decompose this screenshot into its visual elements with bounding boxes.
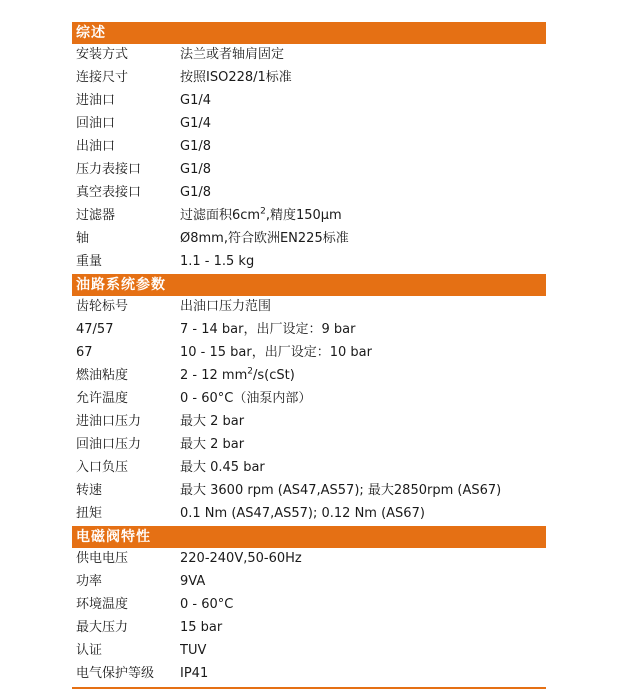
spec-row <box>72 663 546 686</box>
spec-value <box>180 205 546 227</box>
spec-row <box>72 457 546 480</box>
spec-value: 7 - 14 bar，出厂设定：9 bar <box>180 322 356 337</box>
spec-label: 回油口压力 <box>76 437 142 452</box>
spec-value: G1/4 <box>180 116 211 131</box>
spec-value-superscript: 2 <box>247 366 253 377</box>
spec-value: 最大 0.45 bar <box>180 460 265 475</box>
spec-value-superscript: 2 <box>260 206 266 217</box>
spec-row <box>72 434 546 457</box>
spec-row <box>72 159 546 182</box>
spec-value: 法兰或者轴肩固定 <box>180 47 285 62</box>
spec-value: 10 - 15 bar，出厂设定：10 bar <box>180 345 372 360</box>
spec-value-text: /s(cSt) <box>252 368 295 383</box>
spec-row <box>72 296 546 319</box>
spec-label: 真空表接口 <box>76 185 142 200</box>
spec-value: G1/8 <box>180 162 211 177</box>
spec-label: 转速 <box>76 483 103 498</box>
spec-label: 进油口 <box>76 93 116 108</box>
spec-label: 安装方式 <box>76 47 129 62</box>
spec-row <box>72 342 546 365</box>
spec-row <box>72 594 546 617</box>
spec-value: 0 - 60°C（油泵内部） <box>180 391 312 406</box>
spec-row <box>72 90 546 113</box>
spec-value: G1/4 <box>180 93 211 108</box>
spec-label: 环境温度 <box>76 597 129 612</box>
spec-label: 连接尺寸 <box>76 70 129 85</box>
spec-row <box>72 571 546 594</box>
spec-value: 220-240V,50-60Hz <box>180 551 302 566</box>
spec-label: 过滤器 <box>76 208 116 223</box>
spec-label: 47/57 <box>76 322 114 337</box>
spec-value: 最大 2 bar <box>180 414 245 429</box>
spec-label: 最大压力 <box>76 620 129 635</box>
spec-row <box>72 44 546 67</box>
spec-value: G1/8 <box>180 185 211 200</box>
spec-label: 电气保护等级 <box>76 666 155 681</box>
spec-value: 最大 3600 rpm (AS47,AS57); 最大2850rpm (AS67) <box>180 483 502 498</box>
spec-label: 允许温度 <box>76 391 129 406</box>
spec-sections <box>72 22 546 686</box>
spec-value <box>180 365 546 387</box>
spec-label: 供电电压 <box>76 551 129 566</box>
spec-value: 0 - 60°C <box>180 597 234 612</box>
spec-row <box>72 548 546 571</box>
spec-label: 回油口 <box>76 116 116 131</box>
spec-row <box>72 113 546 136</box>
spec-row <box>72 503 546 526</box>
spec-value: 1.1 - 1.5 kg <box>180 254 255 269</box>
spec-label: 燃油粘度 <box>76 368 129 383</box>
spec-value: 0.1 Nm (AS47,AS57); 0.12 Nm (AS67) <box>180 506 425 521</box>
spec-value: IP41 <box>180 666 209 681</box>
spec-row <box>72 411 546 434</box>
spec-value: 最大 2 bar <box>180 437 245 452</box>
spec-value: Ø8mm,符合欧洲EN225标准 <box>180 231 349 246</box>
spec-row <box>72 617 546 640</box>
spec-label: 功率 <box>76 574 103 589</box>
spec-label: 入口负压 <box>76 460 129 475</box>
spec-row <box>72 136 546 159</box>
section-header: 综述 <box>72 22 546 44</box>
spec-value: 按照ISO228/1标准 <box>180 70 292 85</box>
spec-row <box>72 640 546 663</box>
spec-label: 认证 <box>76 643 103 658</box>
section-header: 电磁阀特性 <box>72 526 546 548</box>
spec-table <box>72 22 546 689</box>
spec-value: 9VA <box>180 574 206 589</box>
spec-row <box>72 205 546 228</box>
spec-row <box>72 480 546 503</box>
spec-row <box>72 388 546 411</box>
spec-row <box>72 67 546 90</box>
spec-value: TUV <box>180 643 207 658</box>
spec-value-text: ,精度150µm <box>265 208 342 223</box>
spec-value-text: 2 - 12 mm <box>180 368 248 383</box>
spec-row <box>72 182 546 205</box>
spec-label: 67 <box>76 345 93 360</box>
spec-row <box>72 319 546 342</box>
spec-label: 出油口 <box>76 139 116 154</box>
section-header: 油路系统参数 <box>72 274 546 296</box>
spec-value-text: 过滤面积6cm <box>180 208 261 223</box>
spec-row <box>72 365 546 388</box>
spec-value: G1/8 <box>180 139 211 154</box>
spec-row <box>72 228 546 251</box>
spec-label: 齿轮标号 <box>76 299 129 314</box>
spec-label: 轴 <box>76 231 90 246</box>
spec-value: 出油口压力范围 <box>180 299 272 314</box>
spec-label: 重量 <box>76 254 103 269</box>
spec-row <box>72 251 546 274</box>
spec-value: 15 bar <box>180 620 223 635</box>
spec-label: 压力表接口 <box>76 162 142 177</box>
spec-label: 扭矩 <box>76 506 103 521</box>
spec-label: 进油口压力 <box>76 414 142 429</box>
